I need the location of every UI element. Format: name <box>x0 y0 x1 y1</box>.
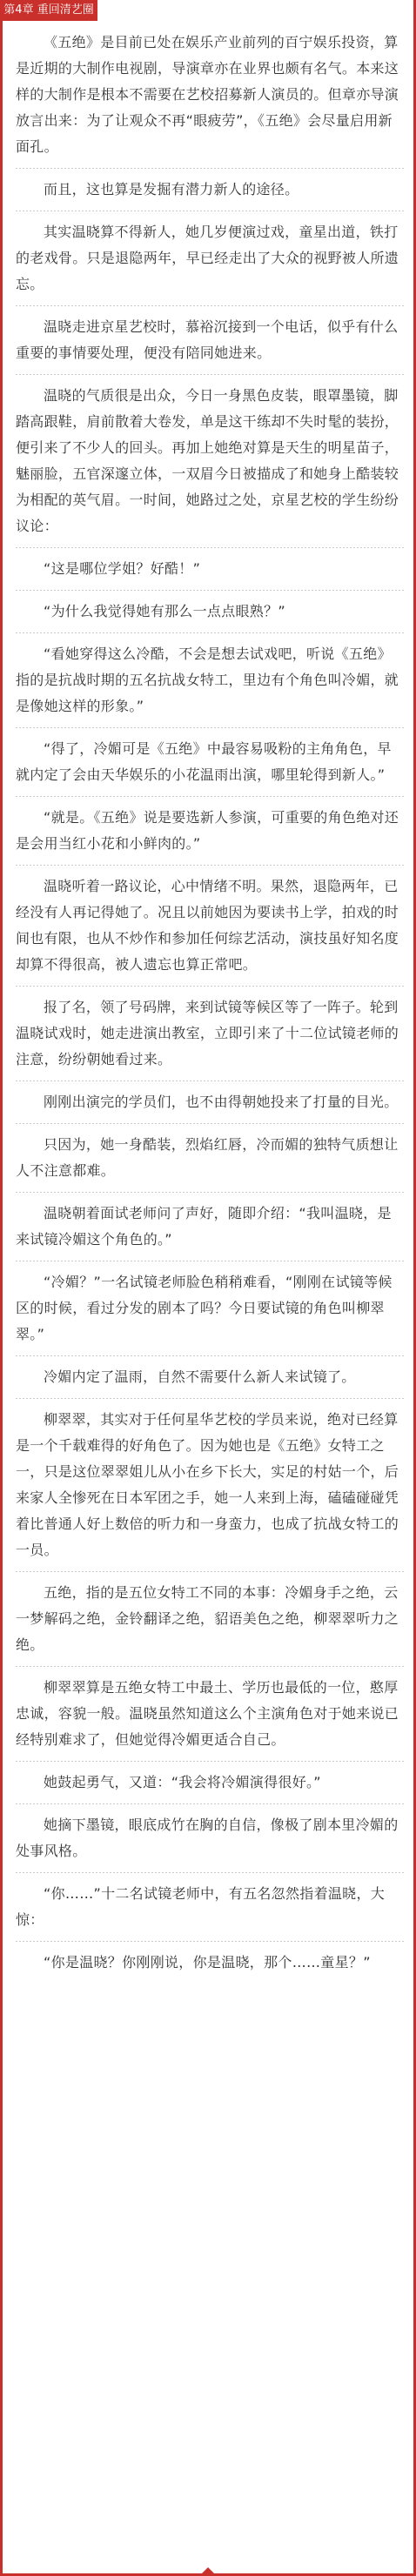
divider <box>16 865 404 866</box>
divider <box>16 1666 404 1667</box>
paragraph: “你是温晓？你刚刚说，你是温晓，那个……童星？” <box>44 1954 371 1970</box>
divider <box>16 168 404 169</box>
divider <box>16 1398 404 1399</box>
paragraph: 只因为，她一身酷装，烈焰红唇，冷而媚的独特气质想让人不注意都难。 <box>16 1136 399 1179</box>
paragraph: “你……”十二名试镜老师中，有五名忽然指着温晓，大惊： <box>16 1885 386 1928</box>
paragraph: 柳翠翠算是五绝女特工中最土、学历也最低的一位，憨厚忠诚，容貌一般。温晓虽然知道这么个主演角色对于她来说已经特别难求了，但她觉得冷媚更适合自己。 <box>16 1679 399 1748</box>
divider <box>16 547 404 548</box>
paragraph: 温晓听着一路议论，心中情绪不明。果然，退隐两年，已经没有人再记得她了。况且以前她因为要读书上学，拍戏的时间也有限，也从不炒作和参加任何综艺活动，演技虽好知名度却算不得很高，被人遗忘也算正常吧。 <box>16 878 399 973</box>
divider <box>16 1355 404 1356</box>
chapter-title: 第4章 重回清艺圈 <box>0 0 97 21</box>
paragraph: 她摘下墨镜，眼底成竹在胸的自信，像极了剧本里冷媚的处事风格。 <box>16 1817 399 1859</box>
paragraph: “为什么我觉得她有那么一点点眼熟？” <box>44 603 285 619</box>
paragraph: 温晓的气质很是出众，今日一身黑色皮装，眼罩墨镜，脚踏高跟鞋，肩前散着大卷发，单是这干练却不失时髦的装扮，便引来了不少人的回头。再加上她绝对算是天生的明星苗子，魅丽脸，五官深邃立体，一双眉今日被描成了和她身上酷装较为相配的英气眉。一时间，她路过之处，京星艺校的学生纷纷议论： <box>16 387 399 534</box>
paragraph: “得了，冷媚可是《五绝》中最容易吸粉的主角角色，早就内定了会由天华娱乐的小花温雨出演，哪里轮得到新人。” <box>16 740 392 783</box>
article-body <box>16 30 404 1976</box>
paragraph: “就是。《五绝》说是要选新人参演，可重要的角色绝对还是会用当红小花和小鲜肉的。” <box>16 809 399 852</box>
paragraph: 柳翠翠，其实对于任何星华艺校的学员来说，绝对已经算是一个千载难得的好角色了。因为她也是《五绝》女特工之一，只是这位翠翠姐儿从小在乡下长大，实足的村姑一个，后来家人全惨死在日本军团之手，她一人来到上海，磕磕碰碰凭着比普通人好上数倍的听力和一身蛮力，也成了抗战女特工的一员。 <box>16 1411 399 1558</box>
divider <box>16 1803 404 1804</box>
divider <box>16 374 404 375</box>
paragraph: 温晓朝着面试老师问了声好，随即介绍：“我叫温晓，是来试镜冷媚这个角色的。” <box>16 1205 392 1248</box>
divider <box>16 1192 404 1193</box>
divider <box>16 1571 404 1572</box>
bottom-arrow-icon <box>199 2567 217 2576</box>
paragraph: 冷媚内定了温雨，自然不需要什么新人来试镜了。 <box>44 1368 356 1385</box>
paragraph: “冷媚？”一名试镜老师脸色稍稍难看，“刚刚在试镜等候区的时候，看过分发的剧本了吗？今日要试镜的角色叫柳翠翠。” <box>16 1274 393 1342</box>
divider <box>16 1941 404 1942</box>
divider <box>16 1123 404 1124</box>
paragraph: 而且，这也算是发掘有潜力新人的途径。 <box>44 181 299 197</box>
divider <box>16 632 404 633</box>
divider <box>16 590 404 591</box>
divider <box>16 1872 404 1873</box>
divider <box>16 305 404 306</box>
paragraph: 刚刚出演完的学员们，也不由得朝她投来了打量的目光。 <box>44 1094 399 1110</box>
paragraph: 温晓走进京星艺校时，慕裕沉接到一个电话，似乎有什么重要的事情要处理，便没有陪同她进来。 <box>16 318 399 361</box>
paragraph: “这是哪位学姐？好酷！” <box>44 560 201 577</box>
paragraph: 报了名，领了号码牌，来到试镜等候区等了一阵子。轮到温晓试戏时，她走进演出教室，立即引来了十二位试镜老师的注意，纷纷朝她看过来。 <box>16 999 399 1067</box>
paragraph: “看她穿得这么冷酷，不会是想去试戏吧，听说《五绝》指的是抗战时期的五名抗战女特工，里边有个角色叫冷媚，就是像她这样的形象。” <box>16 646 399 714</box>
divider <box>16 796 404 797</box>
divider <box>16 727 404 728</box>
paragraph: 她鼓起勇气，又道：“我会将冷媚演得很好。” <box>44 1774 321 1790</box>
divider <box>16 986 404 987</box>
paragraph: 五绝，指的是五位女特工不同的本事：冷媚身手之绝，云一梦解码之绝，金铃翻译之绝，貂语美色之绝，柳翠翠听力之绝。 <box>16 1584 399 1653</box>
paragraph: 其实温晓算不得新人，她几岁便演过戏，童星出道，铁打的老戏骨。只是退隐两年，早已经走出了大众的视野被人所遗忘。 <box>16 224 399 292</box>
paragraph: 《五绝》是目前已处在娱乐产业前列的百宁娱乐投资，算是近期的大制作电视剧，导演章亦在业界也颇有名气。本来这样的大制作是根本不需要在艺校招募新人演员的。但章亦导演放言出来：为了让观众不再“眼疲劳”，《五绝》会尽量启用新面孔。 <box>16 34 399 155</box>
divider <box>16 1761 404 1762</box>
